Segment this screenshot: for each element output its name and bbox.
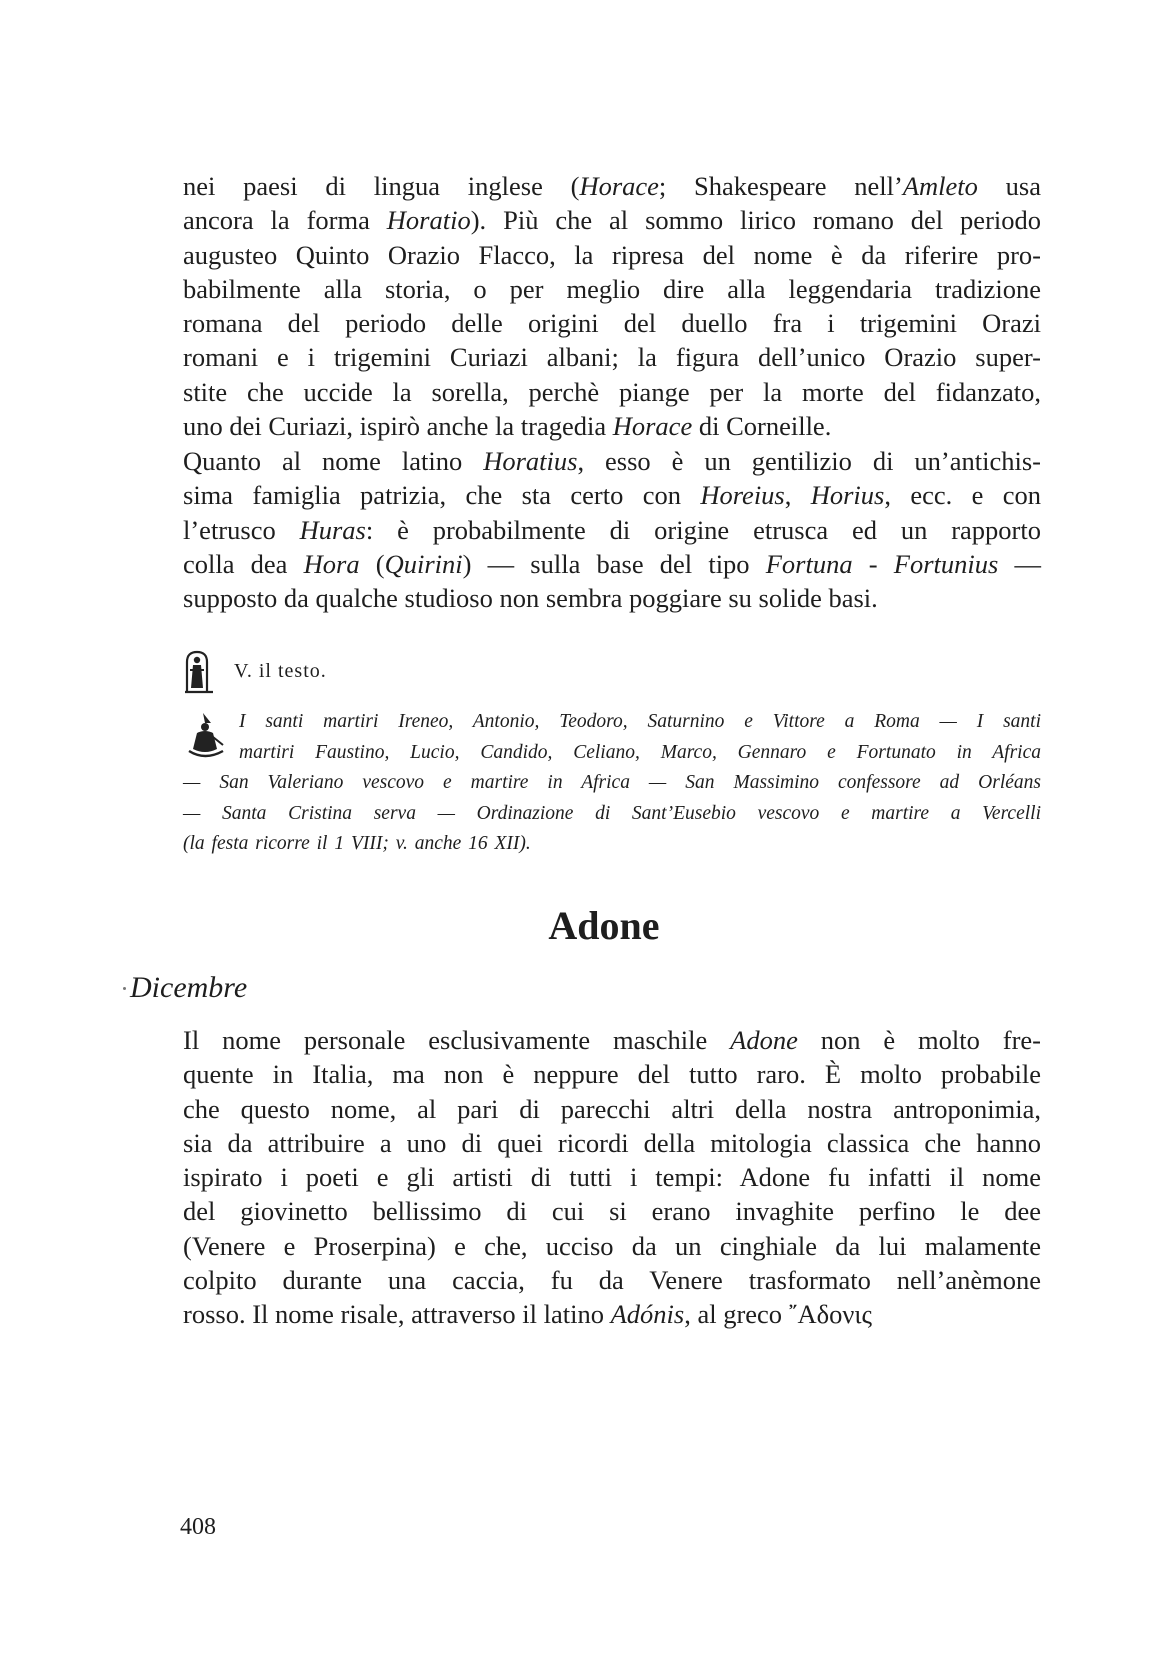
saints-line: I santi martiri Ireneo, Antonio, Teodoro, Saturnino e Vittore a Roma — I santi — [239, 711, 1041, 732]
italic-run: Horatius — [483, 446, 578, 476]
text-line — [183, 1229, 1041, 1263]
text-line — [183, 444, 1041, 478]
saint-day-icon — [183, 711, 227, 759]
entry-paragraph — [183, 1023, 1041, 1332]
text-run: non è molto fre- — [797, 1025, 1041, 1055]
text-run: supposto da qualche studioso non sembra poggiare su solide basi. — [183, 583, 878, 614]
italic-run: Horace — [579, 171, 659, 201]
text-run: (Venere e Proserpina) e che, ucciso da un cinghiale da lui malamente — [183, 1230, 1041, 1261]
text-line — [183, 1194, 1041, 1228]
text-run: del giovinetto bellissimo di cui si erano invaghite perfino le dee — [183, 1196, 1041, 1227]
text-line — [183, 1126, 1041, 1160]
saints-line: martiri Faustino, Lucio, Candido, Celiano, Marco, Gennaro e Fortunato in Africa — [239, 741, 1041, 763]
italic-run: Huras — [299, 514, 366, 545]
text-run: Quanto al nome latino — [183, 446, 484, 476]
text-line — [183, 238, 1041, 272]
text-line — [183, 272, 1041, 306]
italic-run: Adone — [730, 1025, 798, 1055]
text-run: uno dei Curiazi, ispirò anche la tragedia — [183, 411, 613, 442]
text-run: l’etrusco — [183, 514, 300, 545]
entry-month: Dicembre — [130, 971, 248, 1004]
text-run: colla dea — [183, 548, 304, 579]
text-run: usa — [977, 171, 1042, 201]
text-run: romana del periodo delle origini del duello fra i trigemini Orazi — [183, 308, 1041, 339]
text-line — [183, 1297, 1041, 1331]
saint-figure-icon — [183, 650, 219, 694]
saints-line: — San Valeriano vescovo e martire in Africa — San Massimino confessore ad Orléans — [183, 772, 1041, 794]
text-run: ). Più che al sommo lirico romano del periodo — [470, 205, 1042, 236]
italic-run: Horius — [810, 480, 885, 511]
text-run: ; Shakespeare nell’ — [658, 171, 903, 201]
text-line — [183, 1160, 1041, 1194]
text-run: ) — sulla base del tipo — [462, 548, 766, 579]
italic-run: Amleto — [902, 171, 978, 201]
text-line — [183, 547, 1041, 581]
text-line — [183, 1057, 1041, 1091]
saints-line: — Santa Cristina serva — Ordinazione di Sant’Eusebio vescovo e martire a Vercelli — [183, 802, 1041, 824]
text-run: ( — [359, 548, 385, 579]
italic-run: Quirini — [384, 548, 463, 579]
text-line — [183, 1092, 1041, 1126]
text-run: , ecc. e con — [884, 480, 1042, 511]
text-line — [183, 513, 1041, 547]
text-run: , al greco ῎Αδονις — [684, 1299, 872, 1330]
text-run: colpito durante una caccia, fu da Venere trasformato nell’anèmone — [183, 1265, 1041, 1296]
text-run: babilmente alla storia, o per meglio dire alla leggendaria tradizione — [183, 273, 1041, 304]
text-line — [183, 1263, 1041, 1297]
text-run: rosso. Il nome risale, attraverso il latino — [183, 1299, 611, 1330]
margin-dot — [123, 987, 126, 990]
text-line — [183, 169, 1041, 203]
reference-text: V. il testo. — [234, 660, 327, 682]
text-run: romani e i trigemini Curiazi albani; la figura dell’unico Orazio super- — [183, 342, 1041, 373]
text-run: stite che uccide la sorella, perchè piange per la morte del fidanzato, — [183, 376, 1041, 407]
italic-run: Adónis — [610, 1299, 685, 1330]
previous-entry-paragraph — [183, 169, 1041, 443]
italic-run: Fortuna - Fortunius — [765, 548, 999, 579]
text-run: di Corneille. — [692, 411, 832, 442]
text-line — [183, 581, 1041, 615]
text-run: augusteo Quinto Orazio Flacco, la ripresa del nome è da riferire pro- — [183, 239, 1041, 270]
text-line — [183, 375, 1041, 409]
page-number: 408 — [180, 1514, 216, 1540]
text-line — [183, 203, 1041, 237]
text-run: , — [784, 480, 811, 511]
text-run: sima famiglia patrizia, che sta certo con — [183, 480, 701, 511]
text-run: ispirato i poeti e gli artisti di tutti i tempi: Adone fu infatti il nome — [183, 1162, 1041, 1193]
text-line — [183, 409, 1041, 443]
text-line — [183, 1023, 1041, 1057]
text-run: , esso è un gentilizio di un’antichis- — [577, 446, 1041, 476]
text-line — [183, 478, 1041, 512]
text-run: sia da attribuire a uno di quei ricordi della mitologia classica che hanno — [183, 1127, 1041, 1158]
saints-line: (la festa ricorre il 1 VIII; v. anche 16 XII). — [183, 833, 531, 855]
entry-title — [0, 902, 1166, 950]
italic-run: Horace — [612, 411, 693, 442]
text-run: ancora la forma — [183, 205, 387, 236]
text-run: nei paesi di lingua inglese ( — [183, 171, 580, 201]
reference-note — [183, 650, 583, 694]
text-run: quente in Italia, ma non è neppure del tutto raro. È molto probabile — [183, 1059, 1041, 1090]
text-run: Il nome personale esclusivamente maschile — [183, 1025, 731, 1055]
text-line — [183, 340, 1041, 374]
italic-run: Hora — [303, 548, 360, 579]
entry-title-text: Adone — [548, 903, 660, 948]
text-run: — — [998, 548, 1041, 579]
italic-run: Horeius — [700, 480, 785, 511]
text-line — [183, 306, 1041, 340]
previous-entry-paragraph-2 — [183, 444, 1041, 615]
text-run: che questo nome, al pari di parecchi altri della nostra antroponimia, — [183, 1093, 1041, 1124]
text-run: : è probabilmente di origine etrusca ed un rapporto — [365, 514, 1041, 545]
italic-run: Horatio — [386, 205, 471, 236]
